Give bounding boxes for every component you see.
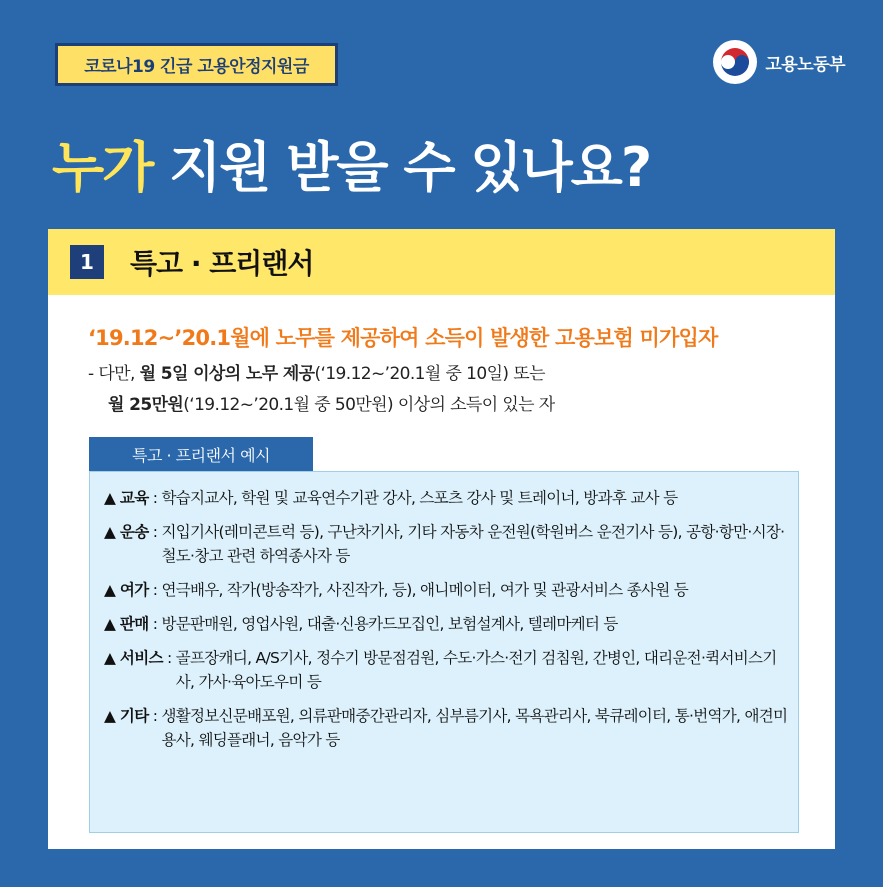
example-text: 학습지교사, 학원 및 교육연수기관 강사, 스포츠 강사 및 트레이너, 방과후 교사 등 [161, 489, 678, 507]
note-line-2 [88, 390, 808, 421]
eligibility-note [88, 359, 808, 421]
example-colon: : [148, 489, 162, 507]
example-colon: : [162, 649, 176, 667]
example-item [104, 578, 788, 602]
ministry-logo-group [713, 38, 845, 86]
example-colon: : [148, 523, 162, 541]
title-highlight: 누가 [52, 136, 153, 199]
campaign-badge: 코로나19 긴급 고용안정지원금 [55, 43, 338, 86]
example-item [104, 646, 788, 694]
ministry-name: 고용노동부 [765, 54, 845, 75]
example-text: 지입기사(레미콘트럭 등), 구난차기사, 기타 자동차 운전원(학원버스 운전기사 등), 공항·항만·시장·철도·창고 관련 하역종사자 등 [161, 523, 785, 565]
example-text: 생활정보신문배포원, 의류판매중간관리자, 심부름기사, 목욕관리사, 북큐레이터, 통·번역가, 애견미용사, 웨딩플래너, 음악가 등 [161, 707, 788, 749]
example-text: 골프장캐디, A/S기사, 정수기 방문점검원, 수도·가스·전기 검침원, 간병인, 대리운전·퀵서비스기사, 가사·육아도우미 등 [175, 649, 777, 691]
note-mid-1: (‘19.12~’20.1월 중 10일) 또는 [314, 364, 545, 384]
example-colon: : [148, 707, 162, 725]
eligibility-lead: ‘19.12~’20.1월에 노무를 제공하여 소득이 발생한 고용보험 미가입자 [88, 326, 718, 350]
taegeuk-logo-icon [713, 40, 757, 84]
example-colon: : [148, 615, 162, 633]
example-item [104, 486, 788, 510]
example-label: ▲ 운송 [104, 523, 149, 541]
examples-tab: 특고 · 프리랜서 예시 [89, 437, 313, 471]
example-text: 방문판매원, 영업사원, 대출·신용카드모집인, 보험설계사, 텔레마케터 등 [161, 615, 618, 633]
examples-box [89, 471, 799, 833]
note-mid-2: (‘19.12~’20.1월 중 50만원) 이상의 소득이 있는 자 [183, 395, 555, 415]
example-item [104, 704, 788, 752]
example-item [104, 612, 788, 636]
example-text: 연극배우, 작가(방송작가, 사진작가, 등), 애니메이터, 여가 및 관광서비스 종사원 등 [161, 581, 689, 599]
example-label: ▲ 서비스 [104, 649, 163, 667]
note-bold-2: 월 25만원 [108, 395, 184, 415]
info-card [48, 229, 835, 849]
title-rest: 지원 받을 수 있나요? [152, 136, 651, 199]
note-prefix: - 다만, [88, 364, 140, 384]
card-header [48, 229, 835, 295]
note-bold-1: 월 5일 이상의 노무 제공 [139, 364, 315, 384]
example-label: ▲ 기타 [104, 707, 149, 725]
example-label: ▲ 교육 [104, 489, 149, 507]
example-label: ▲ 여가 [104, 581, 149, 599]
example-item [104, 520, 788, 568]
section-number: 1 [70, 245, 104, 279]
example-colon: : [148, 581, 162, 599]
section-title: 특고 · 프리랜서 [130, 247, 314, 280]
page-title [52, 125, 650, 202]
example-label: ▲ 판매 [104, 615, 149, 633]
